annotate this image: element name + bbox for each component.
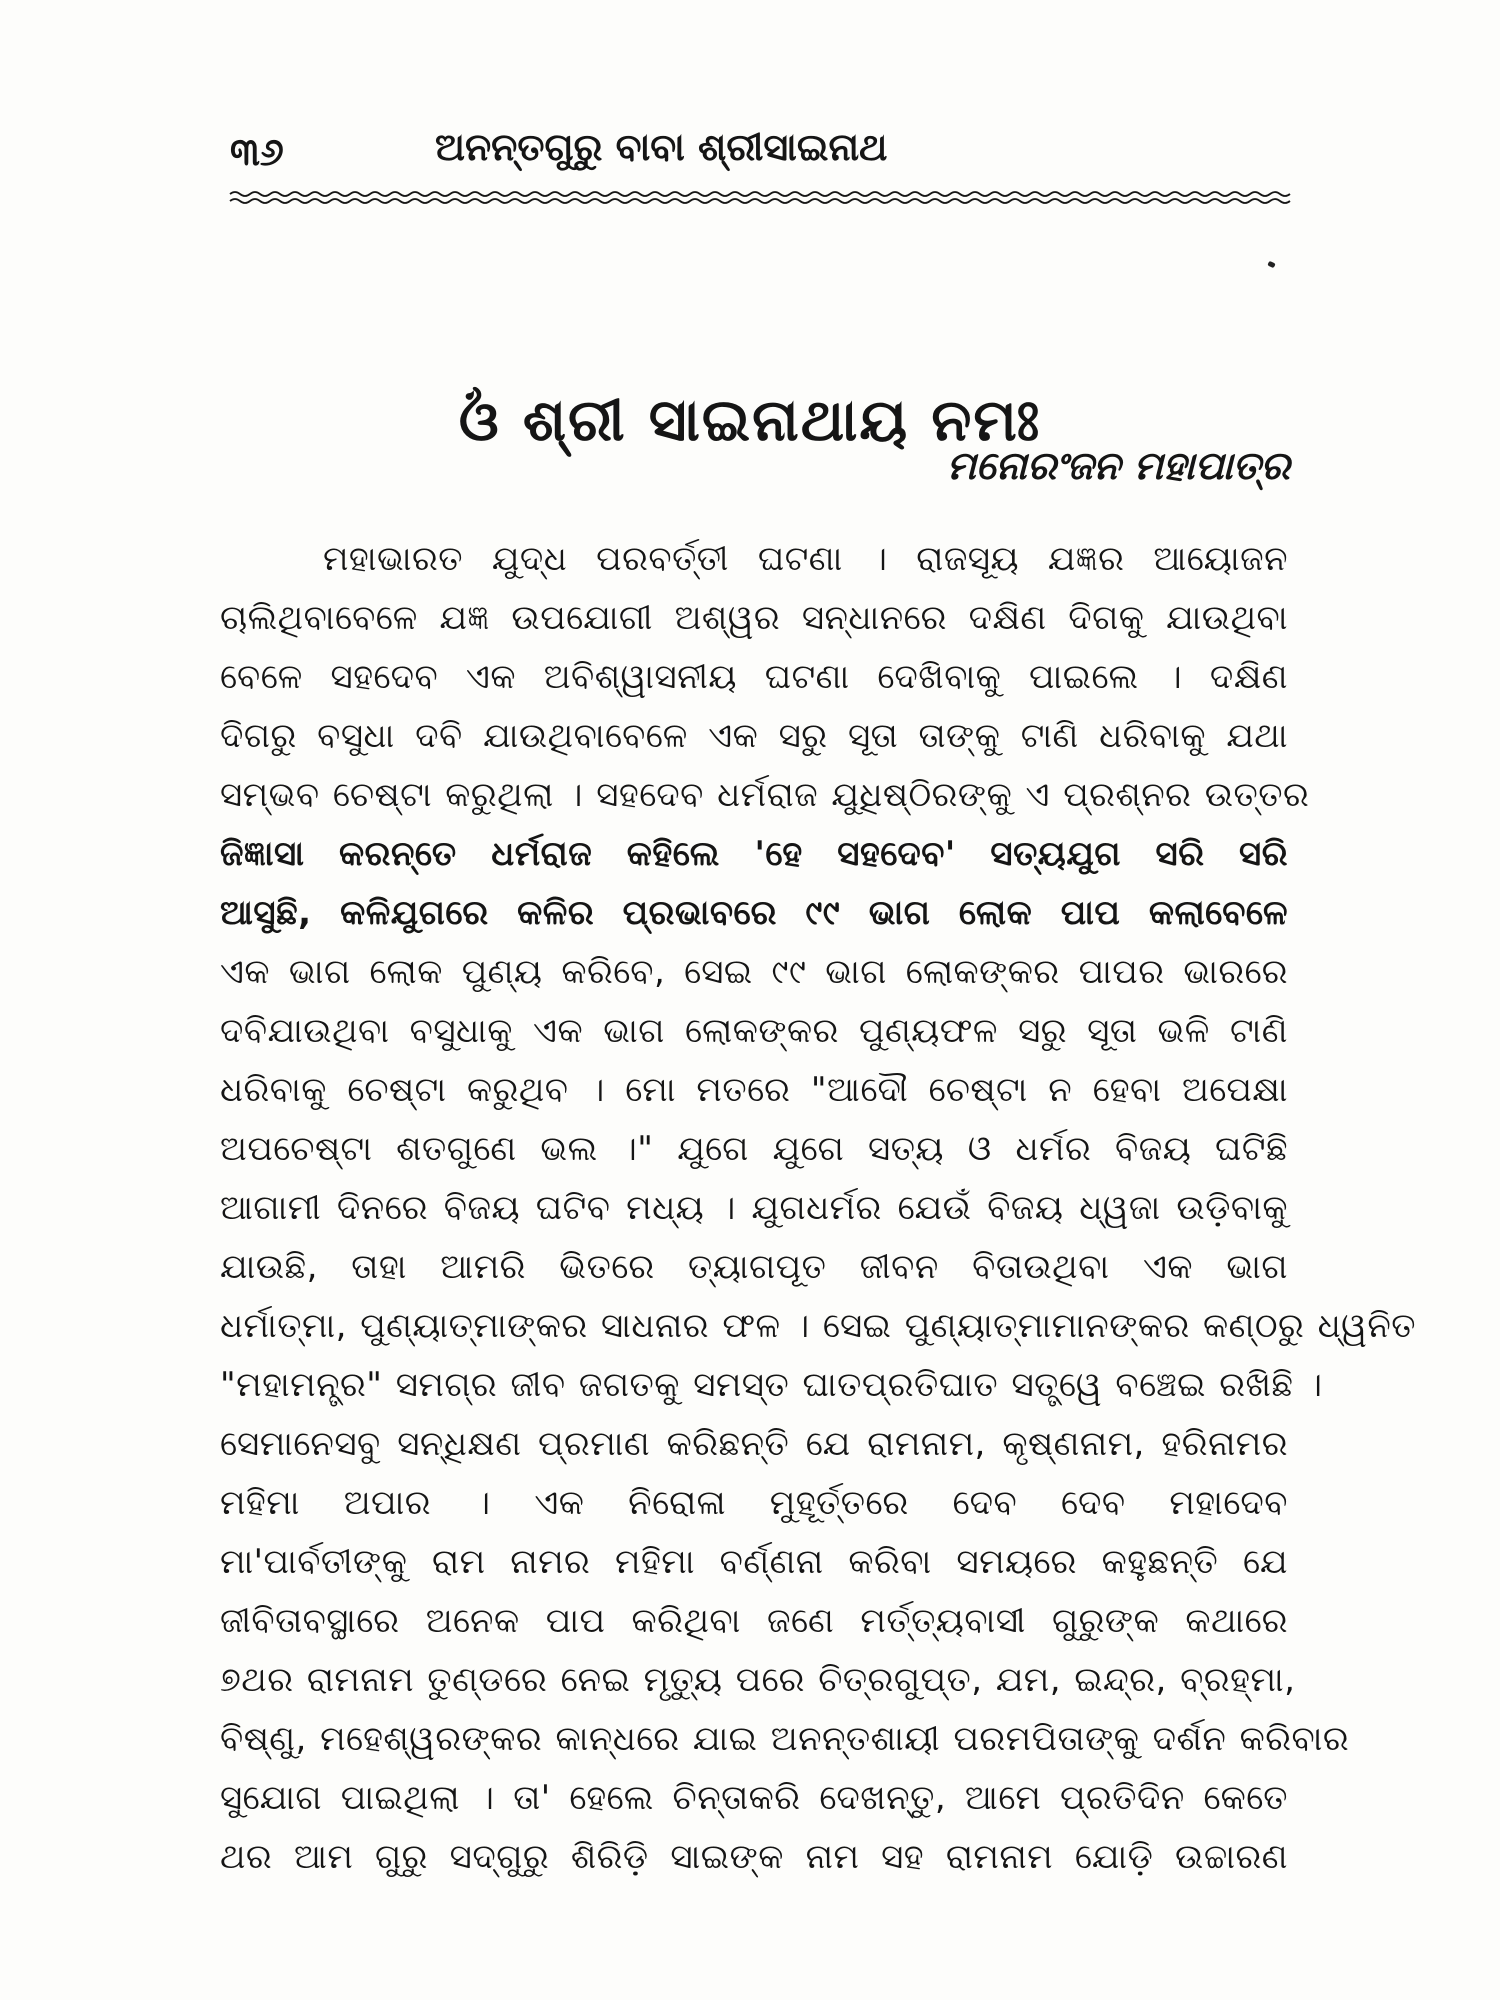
article-author: ମନୋରଂଜନ ମହାପାତ୍ର <box>946 444 1290 489</box>
body-line-16: ସେମାନେସବୁ ସନ୍ଧିକ୍ଷଣ ପ୍ରମାଣ କରିଛନ୍ତି ଯେ ରାମନାମ, କୃଷ୍ଣନାମ, ହରିନାମର <box>220 1424 1288 1464</box>
body-line-8: ଏକ ଭାଗ ଲୋକ ପୁଣ୍ୟ କରିବେ, ସେଇ ୯୯ ଭାଗ ଲୋକଙ୍କର ପାପର ଭାରରେ <box>220 952 1288 992</box>
body-line-6: ଜିଜ୍ଞାସା କରନ୍ତେ ଧର୍ମରାଜ କହିଲେ 'ହେ ସହଦେବ' ସତ୍ୟଯୁଗ ସରି ସରି <box>220 834 1288 874</box>
body-line-7: ଆସୁଛି, କଳିଯୁଗରେ କଳିର ପ୍ରଭାବରେ ୯୯ ଭାଗ ଲୋକ ପାପ କଲାବେଳେ <box>220 893 1288 933</box>
body-line-15: "ମହାମନ୍ତ୍ର" ସମଗ୍ର ଜୀବ ଜଗତକୁ ସମସ୍ତ ଘାତପ୍ରତିଘାତ ସତ୍ତ୍ୱେ ବଞ୍ଚେଇ ରଖିଛି । <box>220 1365 1323 1405</box>
body-line-19: ଜୀବିତାବସ୍ଥାରେ ଅନେକ ପାପ କରିଥିବା ଜଣେ ମର୍ତ୍ତ୍ୟବାସୀ ଗୁରୁଙ୍କ କଥାରେ <box>220 1601 1288 1641</box>
body-line-22: ସୁଯୋଗ ପାଇଥିଲା । ତା' ହେଲେ ଚିନ୍ତାକରି ଦେଖନ୍ତୁ, ଆମେ ପ୍ରତିଦିନ କେତେ <box>220 1778 1288 1818</box>
body-line-3: ବେଳେ ସହଦେବ ଏକ ଅବିଶ୍ୱାସନୀୟ ଘଟଣା ଦେଖିବାକୁ ପାଇଲେ । ଦକ୍ଷିଣ <box>220 657 1288 697</box>
body-line-9: ଦବିଯାଉଥିବା ବସୁଧାକୁ ଏକ ଭାଗ ଲୋକଙ୍କର ପୁଣ୍ୟଫଳ ସରୁ ସୂତା ଭଳି ଟାଣି <box>220 1011 1288 1051</box>
body-line-17: ମହିମା ଅପାର । ଏକ ନିରୋଳା ମୁହୂର୍ତ୍ତରେ ଦେବ ଦେବ ମହାଦେବ <box>220 1483 1288 1523</box>
body-line-5: ସମ୍ଭବ ଚେଷ୍ଟା କରୁଥିଲା । ସହଦେବ ଧର୍ମରାଜ ଯୁଧିଷ୍ଠିରଙ୍କୁ ଏ ପ୍ରଶ୍ନର ଉତ୍ତର <box>220 775 1310 815</box>
book-title: ଅନନ୍ତଗୁରୁ ବାବା ଶ୍ରୀସାଇନାଥ <box>435 125 888 169</box>
body-line-23: ଥର ଆମ ଗୁରୁ ସଦ୍‌ଗୁରୁ ଶିରିଡ଼ି ସାଇଙ୍କ ନାମ ସହ ରାମନାମ ଯୋଡ଼ି ଉଚ୍ଚାରଣ <box>220 1837 1288 1877</box>
body-line-12: ଆଗାମୀ ଦିନରେ ବିଜୟ ଘଟିବ ମଧ୍ୟ । ଯୁଗଧର୍ମର ଯେଉଁ ବିଜୟ ଧ୍ୱଜା ଉଡ଼ିବାକୁ <box>220 1188 1288 1228</box>
body-line-2: ଚାଲିଥିବାବେଳେ ଯଜ୍ଞ ଉପଯୋଗୀ ଅଶ୍ୱର ସନ୍ଧାନରେ ଦକ୍ଷିଣ ଦିଗକୁ ଯାଉଥିବା <box>220 598 1288 638</box>
body-line-11: ଅପଚେଷ୍ଟା ଶତଗୁଣେ ଭଲ ।" ଯୁଗେ ଯୁଗେ ସତ୍ୟ ଓ ଧର୍ମର ବିଜୟ ଘଟିଛି <box>220 1129 1288 1169</box>
body-line-10: ଧରିବାକୁ ଚେଷ୍ଟା କରୁଥିବ । ମୋ ମତରେ "ଆଦୌ ଚେଷ୍ଟା ନ ହେବା ଅପେକ୍ଷା <box>220 1070 1288 1110</box>
body-line-13: ଯାଉଛି, ତାହା ଆମରି ଭିତରେ ତ୍ୟାଗପୂତ ଜୀବନ ବିତାଉଥିବା ଏକ ଭାଗ <box>220 1247 1288 1287</box>
running-head <box>230 125 1290 195</box>
page-number: ୩୬ <box>230 130 284 174</box>
body-line-1: ମହାଭାରତ ଯୁଦ୍ଧ ପରବର୍ତ୍ତୀ ଘଟଣା । ରାଜସୂୟ ଯଜ୍ଞର ଆୟୋଜନ <box>323 539 1288 579</box>
body-line-14: ଧର୍ମାତ୍ମା, ପୁଣ୍ୟାତ୍ମାଙ୍କର ସାଧନାର ଫଳ । ସେଇ ପୁଣ୍ୟାତ୍ମାମାନଙ୍କର କଣ୍ଠରୁ ଧ୍ୱନିତ <box>220 1306 1416 1346</box>
decorative-wavy-rule <box>230 190 1290 206</box>
article-heading: ଓଁ ଶ୍ରୀ ସାଇନାଥାୟ ନମଃ <box>458 385 1042 454</box>
wavy-rule-top-line <box>230 192 1290 196</box>
body-line-18: ମା'ପାର୍ବତୀଙ୍କୁ ରାମ ନାମର ମହିମା ବର୍ଣ୍ଣନା କରିବା ସମୟରେ କହୁଛନ୍ତି ଯେ <box>220 1542 1288 1582</box>
stray-ink-mark <box>1267 261 1275 268</box>
wavy-rule-bottom-line <box>230 199 1290 203</box>
body-line-21: ବିଷ୍ଣୁ, ମହେଶ୍ୱରଙ୍କର କାନ୍ଧରେ ଯାଇ ଅନନ୍ତଶାୟୀ ପରମପିତାଙ୍କୁ ଦର୍ଶନ କରିବାର <box>220 1719 1350 1759</box>
body-line-20: ୭ଥର ରାମନାମ ତୁଣ୍ଡରେ ନେଇ ମୃତ୍ୟୁ ପରେ ଚିତ୍ରଗୁପ୍ତ, ଯମ, ଇନ୍ଦ୍ର, ବ୍ରହ୍ମା, <box>220 1660 1296 1700</box>
article-body <box>220 530 1416 1887</box>
body-line-4: ଦିଗରୁ ବସୁଧା ଦବି ଯାଉଥିବାବେଳେ ଏକ ସରୁ ସୂତା ତାଙ୍କୁ ଟାଣି ଧରିବାକୁ ଯଥା <box>220 716 1288 756</box>
